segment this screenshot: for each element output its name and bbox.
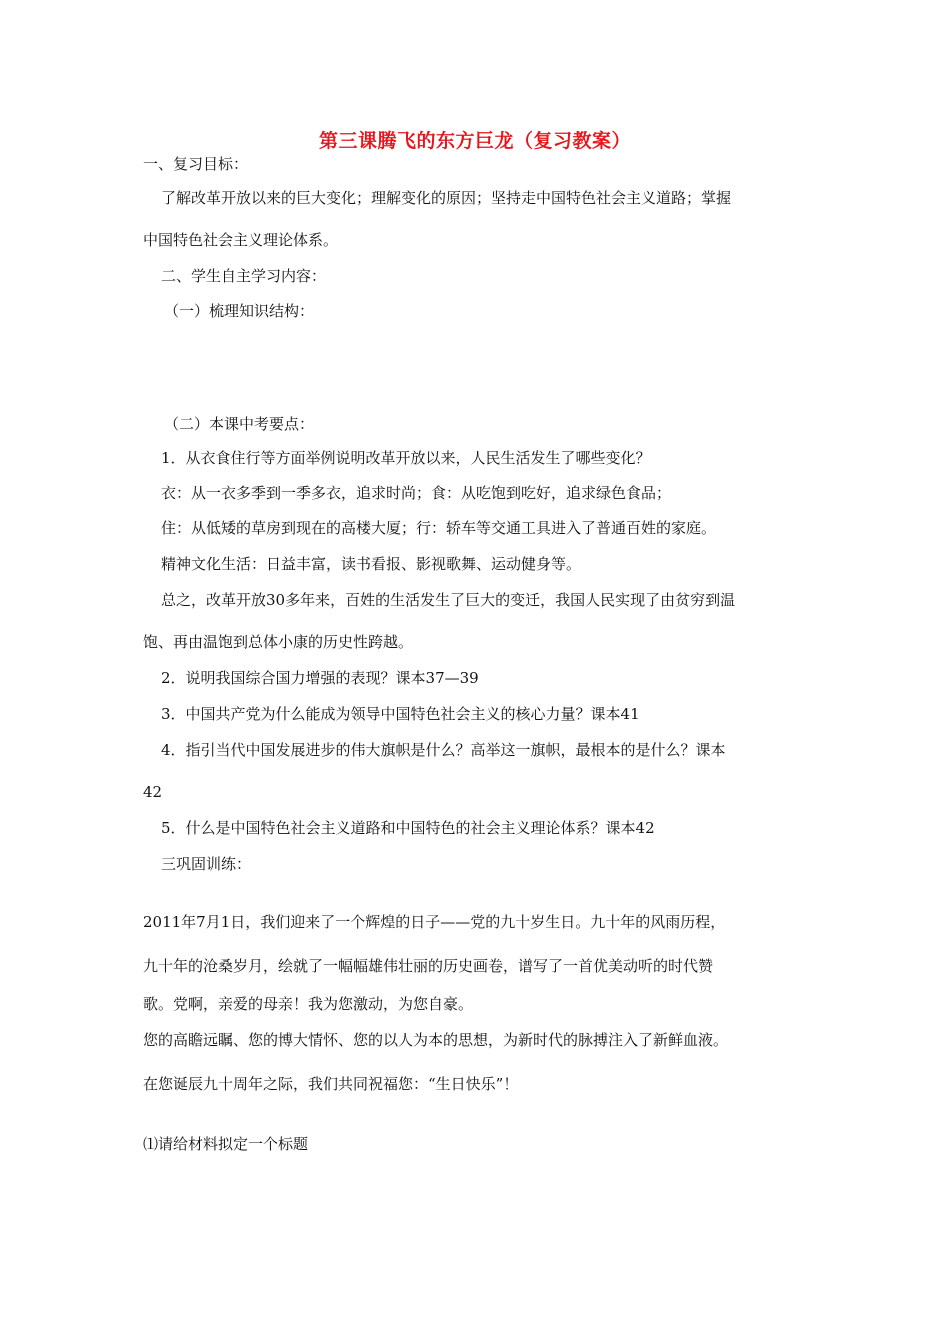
question-1: 1．从衣食住行等方面举例说明改革开放以来，人民生活发生了哪些变化？ bbox=[161, 449, 651, 467]
exercise-question-1: ⑴请给材料拟定一个标题 bbox=[143, 1135, 309, 1153]
section-heading-review-goals: 一、复习目标： bbox=[143, 155, 249, 173]
section-heading-practice: 三巩固训练： bbox=[161, 855, 252, 873]
answer-1-summary-line-1: 总之，改革开放30多年来，百姓的生活发生了巨大的变迁，我国人民实现了由贫穷到温 bbox=[161, 591, 736, 609]
section-heading-self-study: 二、学生自主学习内容： bbox=[161, 267, 327, 285]
goal-text-line-1: 了解改革开放以来的巨大变化；理解变化的原因；坚持走中国特色社会主义道路；掌握 bbox=[161, 189, 732, 207]
material-line-1: 2011年7月1日，我们迎来了一个辉煌的日子——党的九十岁生日。九十年的风雨历程， bbox=[143, 913, 726, 931]
question-4-line-2: 42 bbox=[143, 783, 163, 801]
goal-text-line-2: 中国特色社会主义理论体系。 bbox=[143, 231, 339, 249]
answer-1-clothing-food: 衣：从一衣多季到一季多衣，追求时尚；食：从吃饱到吃好，追求绿色食品； bbox=[161, 484, 672, 502]
answer-1-culture: 精神文化生活：日益丰富，读书看报、影视歌舞、运动健身等。 bbox=[161, 555, 582, 573]
question-5: 5．什么是中国特色社会主义道路和中国特色的社会主义理论体系？课本42 bbox=[161, 819, 655, 837]
material-line-4: 您的高瞻远瞩、您的博大情怀、您的以人为本的思想，为新时代的脉搏注入了新鲜血液。 bbox=[143, 1031, 729, 1049]
material-line-3: 歌。党啊，亲爱的母亲！我为您激动，为您自豪。 bbox=[143, 995, 474, 1013]
material-line-2: 九十年的沧桑岁月，绘就了一幅幅雄伟壮丽的历史画卷，谱写了一首优美动听的时代赞 bbox=[143, 957, 714, 975]
page-title: 第三课腾飞的东方巨龙（复习教案） bbox=[318, 130, 631, 152]
material-line-5: 在您诞辰九十周年之际，我们共同祝福您：“生日快乐”！ bbox=[143, 1075, 519, 1093]
question-4-line-1: 4．指引当代中国发展进步的伟大旗帜是什么？高举这一旗帜，最根本的是什么？课本 bbox=[161, 741, 726, 759]
answer-1-summary-line-2: 饱、再由温饱到总体小康的历史性跨越。 bbox=[143, 633, 414, 651]
answer-1-housing-travel: 住：从低矮的草房到现在的高楼大厦；行：轿车等交通工具进入了普通百姓的家庭。 bbox=[161, 519, 717, 537]
subheading-exam-points: （二）本课中考要点： bbox=[164, 415, 315, 433]
question-3: 3．中国共产党为什么能成为领导中国特色社会主义的核心力量？课本41 bbox=[161, 705, 640, 723]
subheading-knowledge-structure: （一）梳理知识结构： bbox=[164, 302, 315, 320]
question-2: 2．说明我国综合国力增强的表现？课本37—39 bbox=[161, 669, 479, 687]
